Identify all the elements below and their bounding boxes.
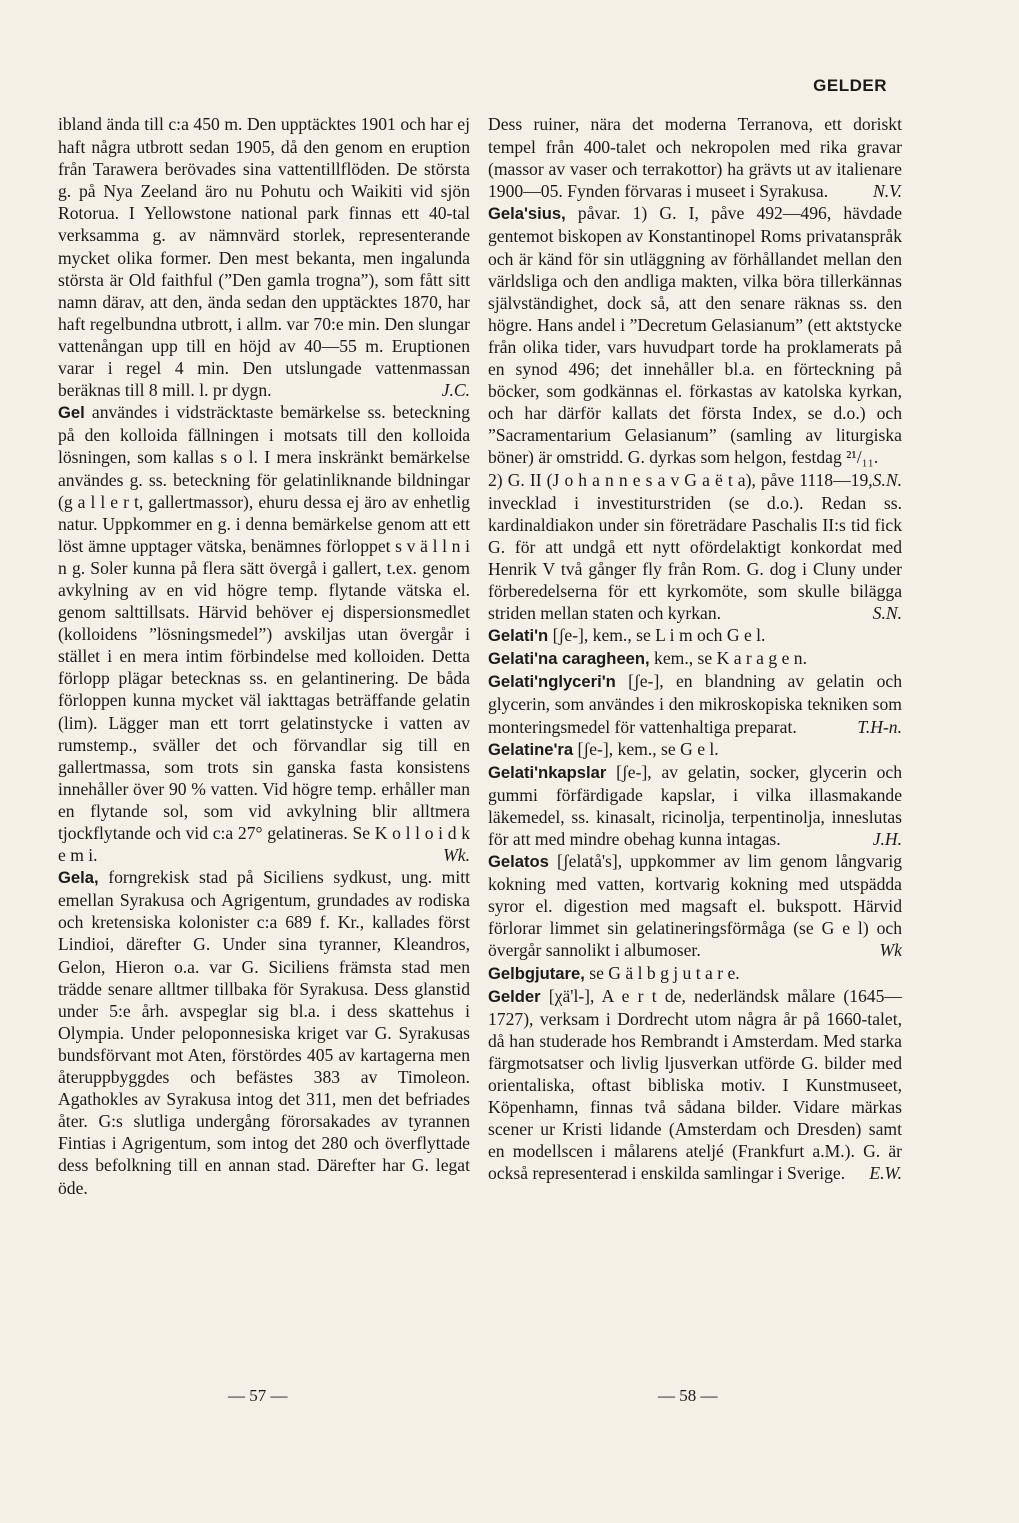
entry-text: användes i vidsträcktaste bemärkelse ss. beteckning på den kolloida fällningen i motsats till den kolloida lösningen, som kallas s o l. I mera inskränkt bemärkelse användes g. ss. beteckning för gelatinliknande bildningar (g a l l e r t, gallertmassor), ehuru dessa ej äro av enhetlig natur. Uppkommer en g. i denna bemärkelse genom att ett löst ämne upptager vätska, benämnes förloppet s v ä l l n i n g. Soler kunna på flera sätt övergå i gallert, t.ex. genom avkylning av en vid högre temp. flytande vätska el. genom salttillsats. Härvid behöver ej dispersionsmedlet (kolloidens ”lösningsmedel”) avskiljas utan övergår i stället i en mera intim förbindelse med kolloiden. Detta förlopp plägar betecknas ss. en gelantinering. De båda förloppen kunna mycket väl iakttagas beträffande gelatin (lim). Lägger man ett torrt gelatinstycke i vatten av rumstemp., sväller det och förvandlar sig till en gallertmassa, som trots sin ganska fasta konsistens innehåller över 90 % vatten. Vid högre temp. erhåller man en flytande sol, som vid avkylning blir alltmera tjockflytande och vid c:a 27° gelatineras. Se K o l l o i d k e m i. [58, 402, 470, 866]
entry-text: ibland ända till c:a 450 m. Den upptäcktes 1901 och har ej haft några utbrott sedan 1905, då den genom en eruption från Tarawera berövades sina vattentillflöden. De största g. på Nya Zeeland äro nu Pohutu och Waikiti vid sjön Rotorua. I Yellowstone national park finnas ett 40-tal verksamma g. av nämnvärd storlek, representerande mycket olika former. Den mest bekanta, men ingalunda största är Old faithful (”Den gamla trogna”), som fått sitt namn därav, att den, ända sedan den upptäcktes 1870, har haft regelbundna utbrott, i allm. var 70:e min. Den slungar vattenångan upp till en höjd av 40—55 m. Eruptionen varar i regel 4 min. Den utslungade vattenmassan beräknas till 8 mill. l. pr dygn. [58, 114, 470, 401]
entry-signature: J.H. [872, 829, 902, 849]
dictionary-entry [488, 647, 902, 670]
entry-signature: T.H-n. [857, 716, 902, 737]
dictionary-entry [488, 761, 902, 850]
entry-headword: Gelati'nglyceri'n [488, 672, 616, 692]
entry-headword: Gelbgjutare, [488, 963, 585, 983]
entry-text: [ʃelatå's], uppkommer av lim genom långvarig kokning med vatten, kortvarig kokning med utspädda syror el. digestion med magsaft el. bukspott. Härvid förlorar limmet sin gelatineringsförmåga (se G e l) och övergår sannolikt i albumoser. [488, 851, 902, 961]
entry-text: [ʃe-], en blandning av gelatin och glycerin, som användes i den mikroskopiska tekniken som monteringsmedel för vattenhaltiga preparat. [488, 671, 902, 737]
entry-signature: S.N. [872, 603, 902, 624]
entry-text: Dess ruiner, nära det moderna Terranova, ett doriskt tempel från 400-talet och nekropolen med rika gravar (massor av vaser och terrakottor) ha grävts ut av italienare 1900—05. Fynden förvaras i museet i Syrakusa. [488, 114, 902, 202]
entry-text: forngrekisk stad på Siciliens sydkust, ung. mitt emellan Syrakusa och Agrigentum, grundades av rodiska och kretensiska kolonister c:a 689 f. Kr., kallades först Lindioi, därefter G. Under sina tyranner, Kleandros, Gelon, Hieron o.a. var G. Siciliens främsta stad men trädde senare alltmer tillbaka för Syrakusa. Dess glanstid under 5:e årh. avspeglar sig bl.a. i dess skattehus i Olympia. Under peloponnesiska kriget var G. Syrakusas bundsförvant mot Aten, förstördes 405 av kartagerna men återuppbyggdes och befästes 383 av Timoleon. Agathokles av Syrakusa intog det 311, men det befriades åter. G:s slutliga undergång förorsakades av tyrannen Fintias i Agrigentum, som intog det 280 och överflyttade dess befolkning till en annan stad. Därefter har G. legat öde. [58, 867, 470, 1198]
dictionary-entry [58, 113, 470, 401]
entry-headword: Gela'sius, [488, 204, 566, 224]
entry-text: [ʃe-], kem., se G e l. [573, 738, 719, 759]
dictionary-entry [488, 624, 902, 647]
entry-text: [χä'l-], A e r t de, nederländsk målare (1645—1727), verksam i Dordrecht utom några år på 1660-talet, då han studerade hos Rembrandt i Amsterdam. Med starka färgmotsatser och livlig ljusverkan utförde G. bilder med orientaliska, oftast bibliska motiv. I Kunstmuseet, Köpenhamn, finnas två sådana bilder. Vidare märkas scener ur Kristi lidande (Amsterdam och Dresden) samt en modellscen i målarens ateljé (Frankfurt a.M.). G. är också representerad i enskilda samlingar i Sverige. [488, 985, 902, 1184]
page-number-right: — 58 — [658, 1386, 718, 1405]
entry-headword: Gelatine'ra [488, 739, 574, 759]
entry-text: [ʃe-], kem., se L i m och G e l. [548, 625, 766, 646]
entry-signature: S.N. [872, 469, 902, 490]
entry-headword: Gela, [58, 868, 99, 888]
dictionary-entry [488, 670, 902, 737]
entry-headword: Gelatos [488, 852, 549, 872]
dictionary-entry [488, 113, 902, 202]
entry-text: 2) G. II (J o h a n n e s a v G a ë t a), påve 1118—19, invecklad i investiturstriden (se d.o.). Redan ss. kardinaldiakon under sin företrädare Paschalis II:s tid fick G. för att undgå ett nytt ofördelaktigt konkordat med Henrik V två gånger fly från Rom. G. dog i Cluny under förberedelserna för ett kyrkomöte, som skulle bilägga striden mellan staten och kyrkan. [488, 469, 902, 624]
dictionary-entry [488, 469, 902, 625]
dictionary-entry [488, 985, 902, 1185]
dictionary-entry [488, 202, 902, 490]
dictionary-entry [58, 866, 470, 1198]
entry-signature: J.C. [441, 380, 470, 401]
dictionary-entry [488, 962, 902, 985]
entry-text: kem., se K a r a g e n. [649, 648, 807, 669]
dictionary-entry [488, 850, 902, 961]
dictionary-entry [58, 401, 470, 866]
entry-text: se G ä l b g j u t a r e. [584, 962, 740, 983]
entry-signature: N.V. [872, 181, 902, 202]
entry-headword: Gelati'n [488, 626, 549, 646]
entry-text: påvar. 1) G. I, påve 492—496, hävdade gentemot biskopen av Konstantinopel Roms privatanspråk och är känd för sin utläggning av förhållandet mellan den världsliga och den andliga makten, vilka böra tillerkännas självständighet, dock så, att den senare räknas ss. den högre. Hans andel i ”Decretum Gelasianum” (ett aktstycke från olika tider, vars huvudpart torde ha proklamerats på en synod 496; det innehåller bl.a. en förteckning på böcker, som godkännas el. förkastas av katolska kyrkan, och har därför kallats det första Index, se d.o.) och ”Sacramentarium Gelasianum” (samling av liturgiska böner) är omstridd. G. dyrkas som helgon, festdag ²¹/₁₁. [488, 203, 902, 468]
entry-headword: Gelati'na caragheen, [488, 649, 650, 669]
left-column [58, 113, 470, 1199]
entry-text: [ʃe-], av gelatin, socker, glycerin och gummi förfärdigade kapslar, i vilka illasmakande läkemedel, ss. kinasalt, ricinolja, terpentinolja, inneslutas för att med mindre obehag kunna intagas. [488, 761, 902, 849]
running-header: GELDER [813, 76, 887, 95]
entry-signature: E.W. [869, 1163, 902, 1184]
entry-headword: Gelder [488, 986, 541, 1006]
entry-signature: Wk. [443, 845, 470, 866]
right-column [488, 113, 902, 1185]
page-number-left: — 57 — [228, 1386, 288, 1405]
entry-headword: Gel [58, 403, 85, 423]
dictionary-entry [488, 738, 902, 761]
entry-headword: Gelati'nkapslar [488, 762, 607, 782]
entry-signature: Wk [879, 940, 902, 961]
